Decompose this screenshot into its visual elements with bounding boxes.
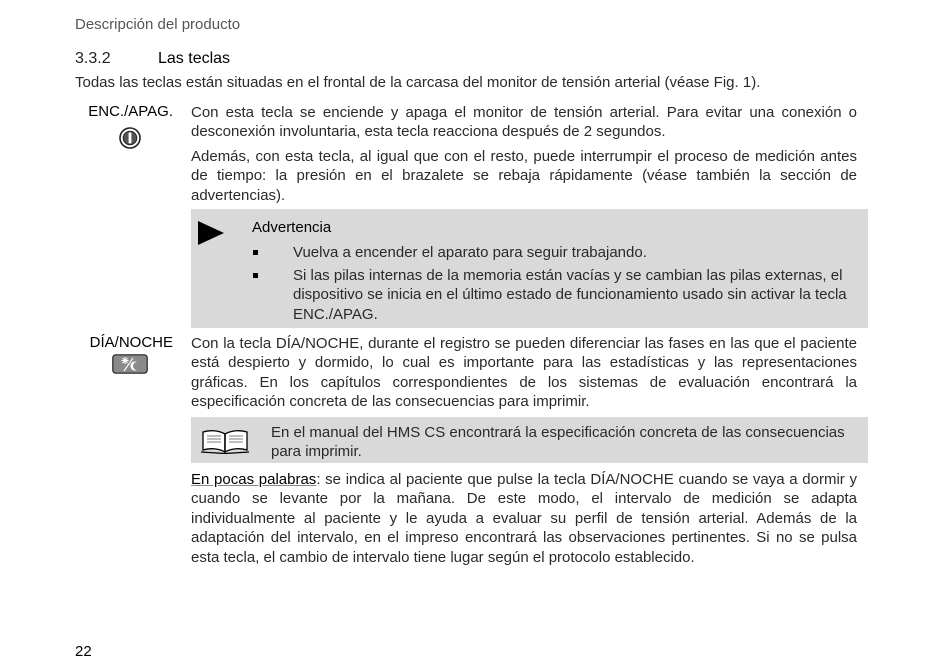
intro-paragraph: Todas las teclas están situadas en el frontal de la carcasa del monitor de tensión arterial (véase Fig. 1). (75, 74, 761, 91)
warning-item-text: Si las pilas internas de la memoria están vacías y se cambian las pilas externas, el dispositivo se inicia en el último estado de funcionamiento usado sin activar la tecla ENC./APAG. (293, 267, 847, 323)
bullet-icon (253, 250, 258, 255)
manual-note-box (191, 417, 868, 463)
warning-arrow-icon (197, 219, 225, 247)
on-off-key-label: ENC./APAG. (88, 103, 173, 120)
day-night-description (191, 334, 857, 412)
warning-item-text: Vuelva a encender el aparato para seguir trabajando. (293, 244, 647, 261)
section-number: 3.3.2 (75, 50, 111, 67)
summary-text: : se indica al paciente que pulse la tecla DÍA/NOCHE cuando se vaya a dormir y cuando se levante por la mañana. De este modo, el intervalo de medición se adapta individualmente al paciente y le ayuda a evaluar su perfil de tensión arterial. Además de la adaptación del intervalo, en el impreso encontrará las observaciones pertinentes. Si no se pulsa esta tecla, el cambio de intervalo tiene lugar según el protocolo establecido. (191, 471, 857, 566)
warning-title: Advertencia (252, 219, 332, 236)
day-night-paragraph: Con la tecla DÍA/NOCHE, durante el registro se pueden diferenciar las fases en las que el paciente está despierto y dormido, lo cual es importante para las estadísticas y las representaciones gráficas. En los capítulos correspondientes de los sistemas de evaluación encontrará la especificación concreta de las consecuencias para imprimir. (191, 335, 857, 411)
on-off-paragraph-1: Con esta tecla se enciende y apaga el monitor de tensión arterial. Para evitar una conexión o desconexión involuntaria, esta tecla reacciona después de 2 segundos. (191, 104, 857, 141)
day-night-key-label: DÍA/NOCHE (89, 334, 173, 351)
bullet-icon (253, 273, 258, 278)
page-number: 22 (75, 643, 92, 660)
book-icon (200, 428, 250, 454)
summary-lead: En pocas palabras (191, 471, 317, 488)
power-icon (119, 127, 141, 149)
running-header: Descripción del producto (75, 16, 241, 33)
manual-note-line-1: En el manual del HMS CS encontrará la especificación concreta de las consecuencias (271, 424, 845, 441)
warning-box (191, 209, 868, 328)
on-off-description (191, 103, 857, 205)
manual-note-line-2: para imprimir. (271, 443, 362, 461)
on-off-paragraph-2: Además, con esta tecla, al igual que con el resto, puede interrumpir el proceso de medición antes de tiempo: la presión en el brazalete se rebaja rápidamente (véase también la sección de advertencias). (191, 147, 857, 204)
day-night-icon (112, 354, 148, 374)
section-title: Las teclas (158, 50, 231, 67)
manual-note-text (271, 423, 868, 462)
summary-paragraph (191, 470, 857, 567)
